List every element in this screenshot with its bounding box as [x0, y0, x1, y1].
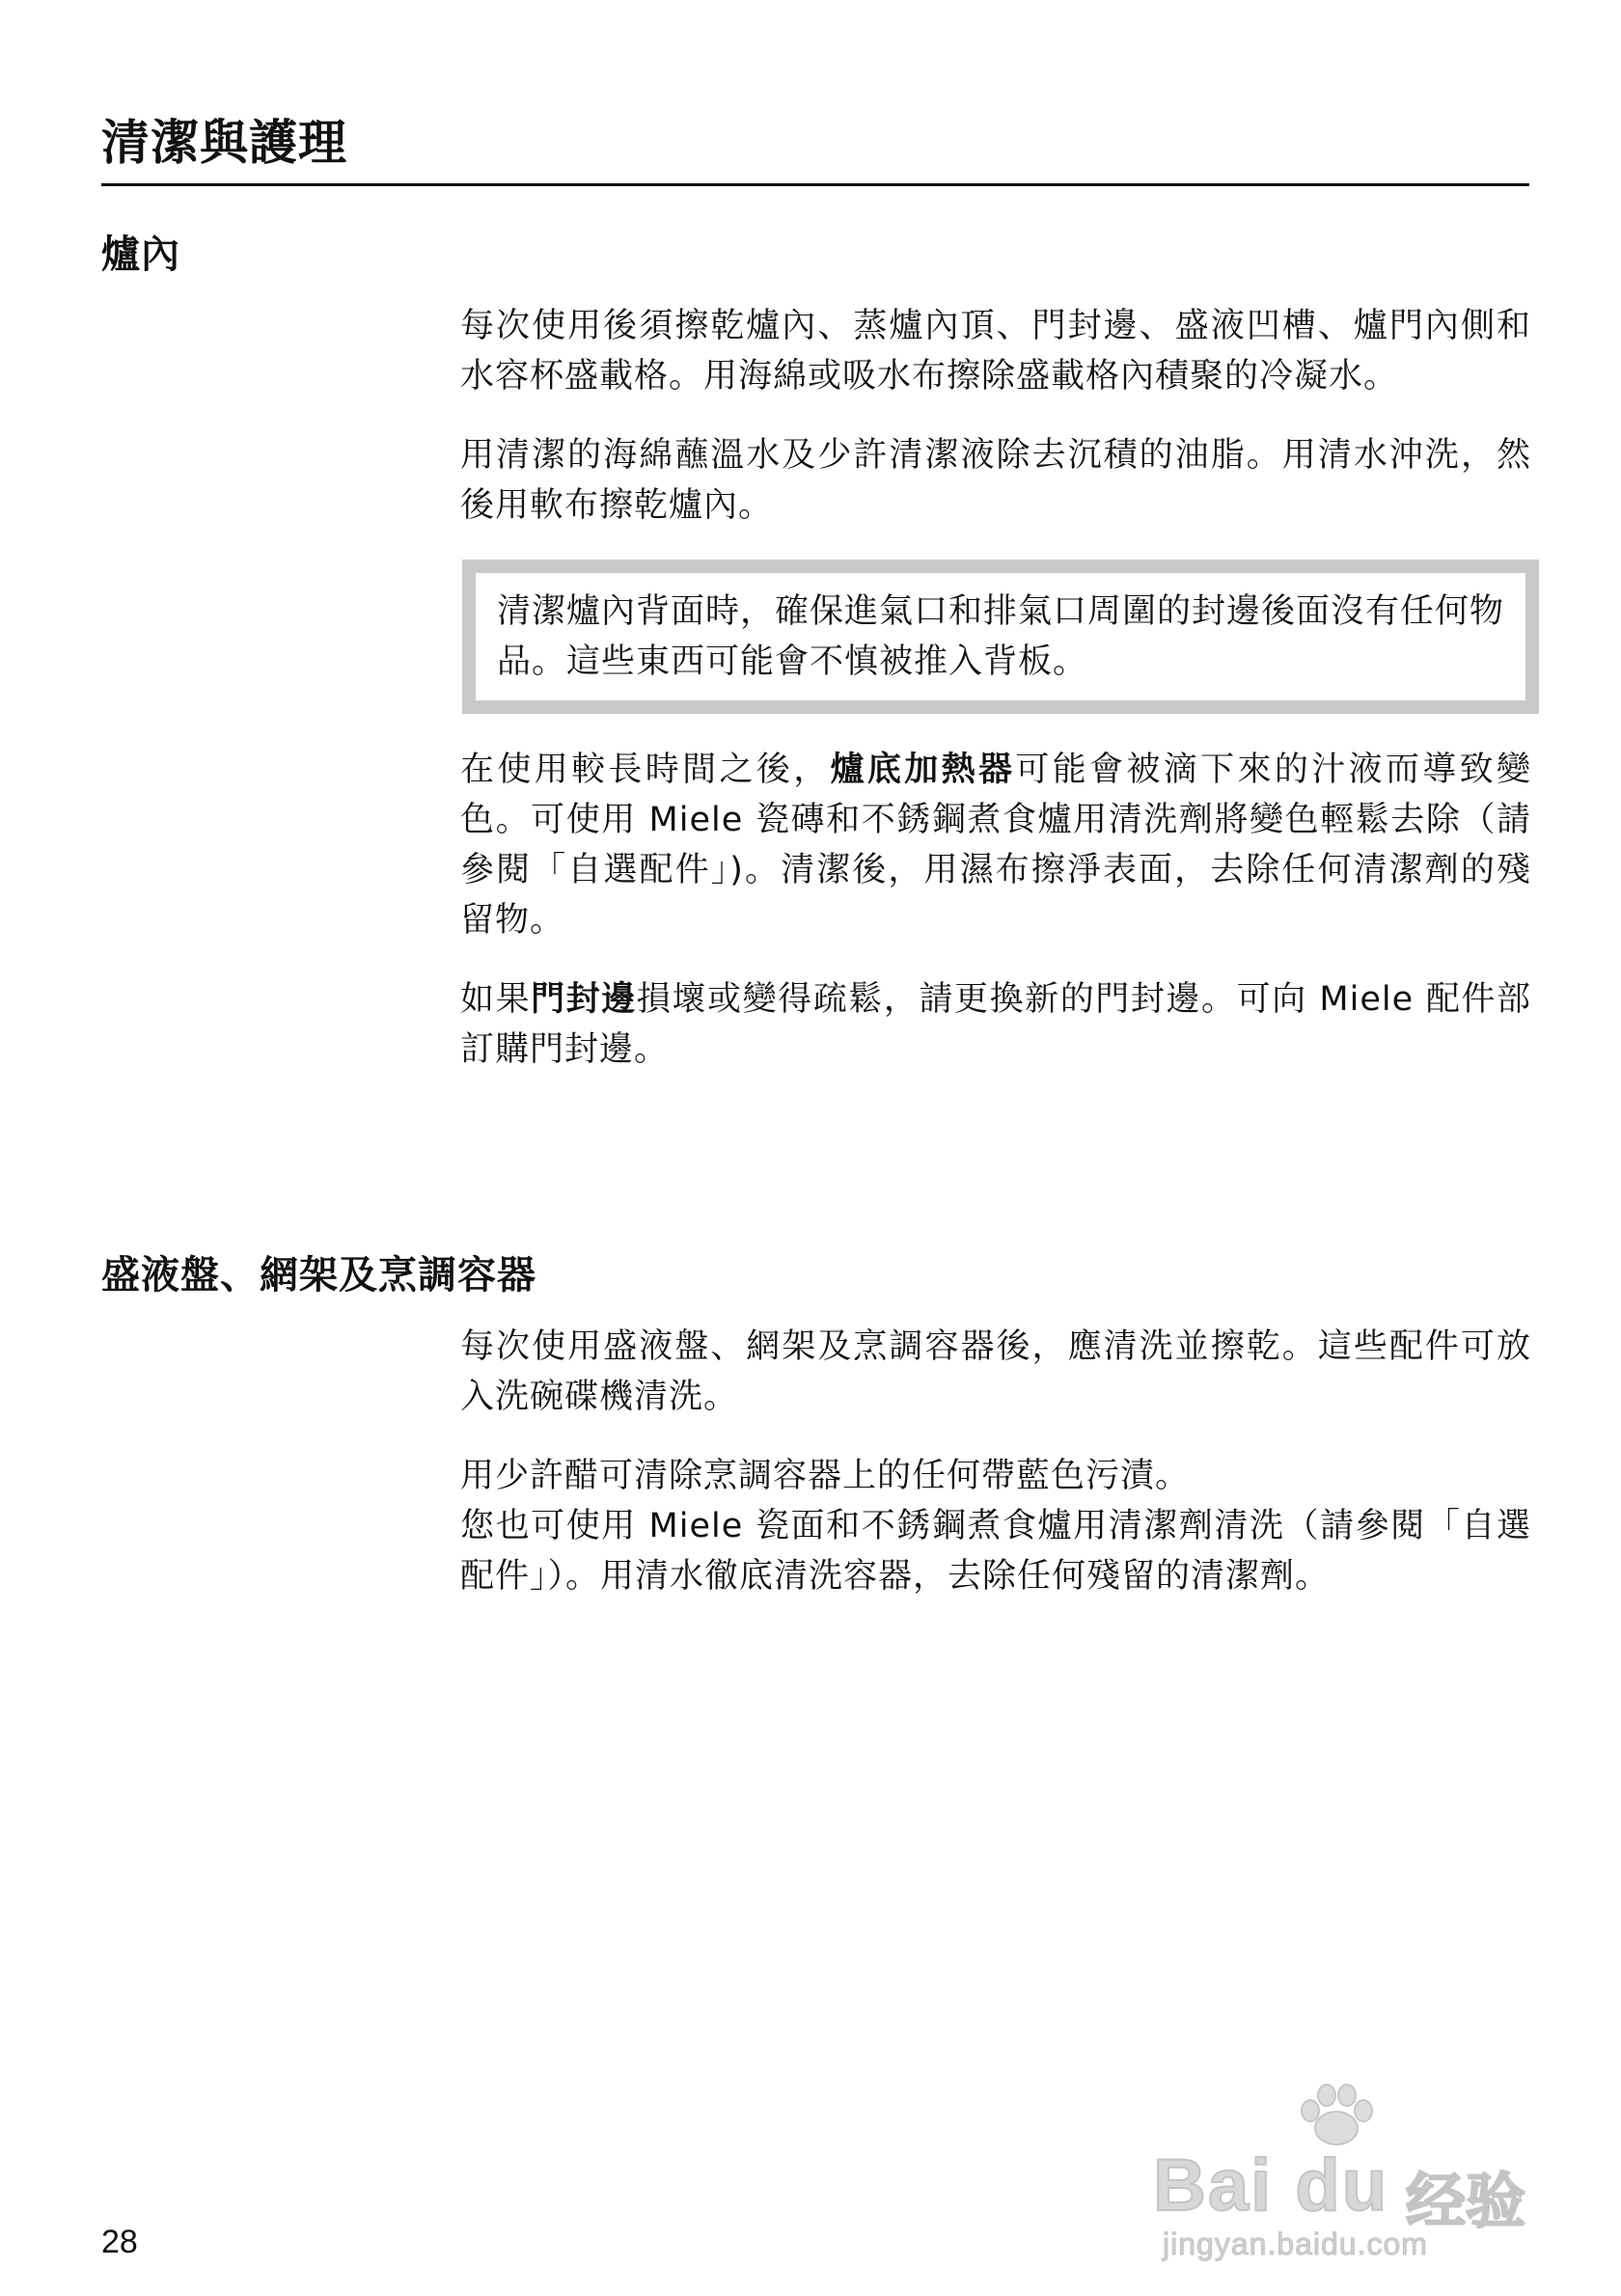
page-number: 28	[101, 2224, 138, 2260]
door-seal-text: 損壞或變得疏鬆，請更換新的門封邊。可向 Miele 配件部訂購門封邊。	[460, 980, 1531, 1069]
paragraph-cleaning-agent: 您也可使用 Miele 瓷面和不銹鋼煮食爐用清潔劑清洗（請參閱「自選配件」）。用清水徹底清洗容器，去除任何殘留的清潔劑。	[460, 1507, 1531, 1596]
paragraph-clean-accessories: 每次使用盛液盤、網架及烹調容器後，應清洗並擦乾。這些配件可放入洗碗碟機清洗。	[460, 1327, 1531, 1416]
watermark-brand-cn: 经验	[1406, 2169, 1526, 2235]
section-body-trays-racks	[460, 1322, 1531, 1630]
watermark-url: jingyan.baidu.com	[1163, 2227, 1428, 2261]
paw-icon	[1293, 2084, 1380, 2151]
bottom-heater-intro: 在使用較長時間之後，	[460, 751, 831, 789]
watermark-brand: Bai du	[1153, 2145, 1389, 2227]
title-divider	[101, 183, 1529, 186]
baidu-watermark	[1153, 2084, 1539, 2261]
door-seal-intro: 如果	[460, 980, 532, 1019]
notice-box	[462, 560, 1539, 714]
paragraph-bottom-heater	[460, 745, 1531, 945]
notice-text: 清潔爐內背面時，確保進氣口和排氣口周圍的封邊後面沒有任何物品。這些東西可能會不慎被推入背板。	[497, 592, 1505, 681]
page-title: 清潔與護理	[101, 115, 347, 171]
paragraph-remove-grease: 用清潔的海綿蘸溫水及少許清潔液除去沉積的油脂。用清水沖洗，然後用軟布擦乾爐內。	[460, 436, 1531, 525]
door-seal-term: 門封邊	[531, 980, 637, 1019]
paragraph-wipe-interior: 每次使用後須擦乾爐內、蒸爐內頂、門封邊、盛液凹槽、爐門內側和水容杯盛載格。用海綿或吸水布擦除盛載格內積聚的冷凝水。	[460, 307, 1531, 396]
paragraph-vinegar: 用少許醋可清除烹調容器上的任何帶藍色污漬。	[460, 1457, 1191, 1495]
section-body-oven-interior	[460, 301, 1531, 1104]
section-heading-trays-racks: 盛液盤、網架及烹調容器	[101, 1253, 536, 1298]
paragraph-door-seal	[460, 974, 1531, 1075]
section-heading-oven-interior: 爐內	[101, 232, 180, 277]
bottom-heater-term: 爐底加熱器	[830, 751, 1016, 789]
bottom-heater-text: 可能會被滴下來的汁液而導致變色。可使用 Miele 瓷磚和不銹鋼煮食爐用清洗劑將變色輕鬆去除（請參閱「自選配件」)。清潔後，用濕布擦淨表面，去除任何清潔劑的殘留物。	[460, 751, 1531, 940]
